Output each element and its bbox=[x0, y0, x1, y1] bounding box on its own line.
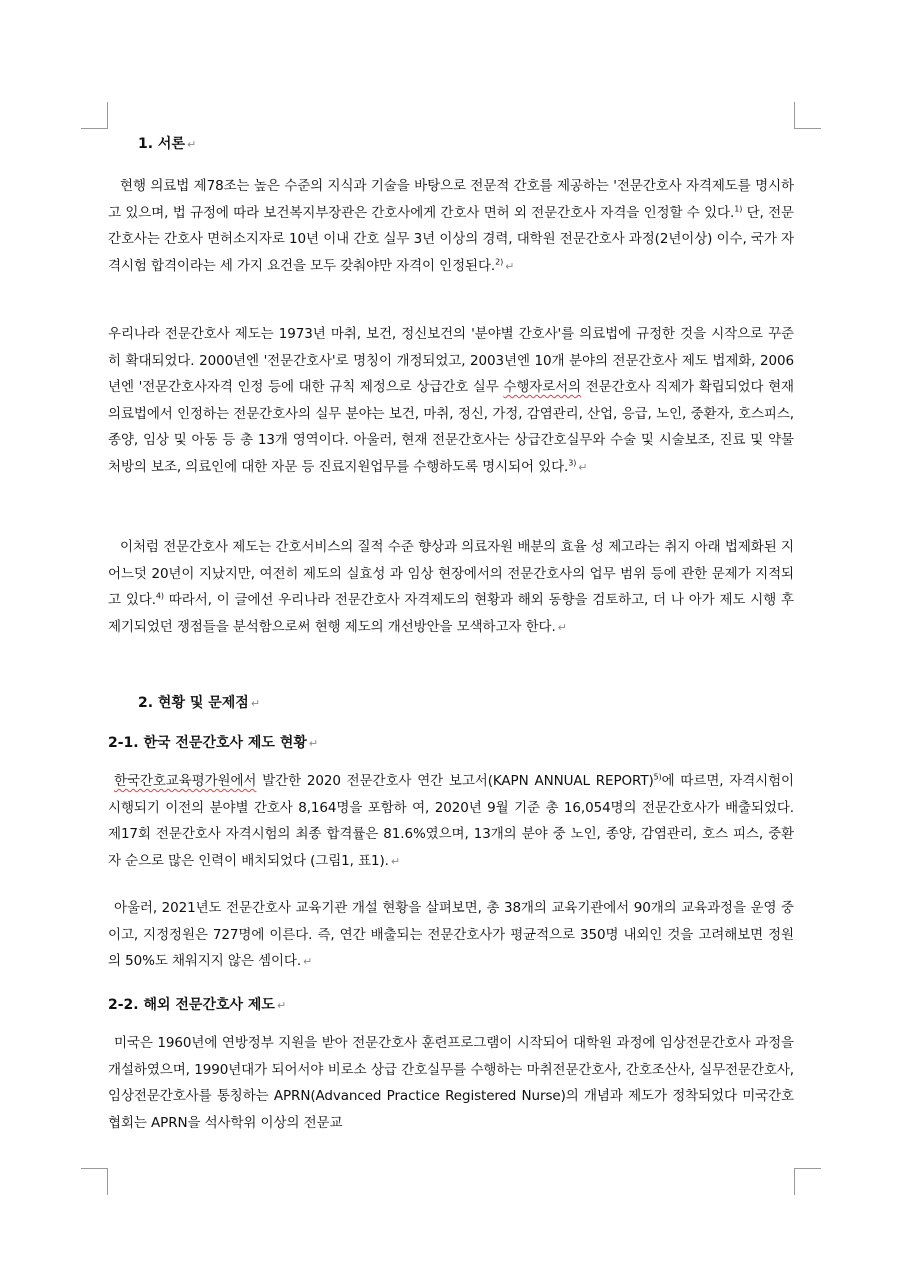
margin-corner-top-left bbox=[81, 102, 108, 129]
intro-paragraph-1: 현행 의료법 제78조는 높은 수준의 지식과 기술을 바탕으로 전문적 간호를 제공하는 '전문간호사 자격제도를 명시하고 있으며, 법 규정에 따라 보건복지부장관은 간호사에게 간호사 면허 외 전문간호사 자격을 인정할 수 있다.$^{1)}$ 단, 전문간호사는 간호사 면허소지자로 10년 이내 간호 실무 3년 이상의 경력, 대학원 전문간호사 과정(2년이상) 이수, 국가 자격시험 합격이라는 세 가지 요건을 모두 갖춰야만 자격이 인정된다.$^{2)}$ ↵ bbox=[108, 178, 794, 274]
subsection-2-1-heading: 2-1. 한국 전문간호사 제도 현황 ↵ bbox=[108, 735, 319, 751]
section-2-heading: 2. 현황 및 문제점 ↵ bbox=[138, 695, 261, 711]
status-paragraph-2: 아울러, 2021년도 전문간호사 교육기관 개설 현황을 살펴보면, 총 38개의 교육기관에서 90개의 교육과정을 운영 중이고, 지정정원은 727명에 이른다. 즉, 연간 배출되는 전문간호사가 평균적으로 350명 내외인 것을 고려해보면 정원의 50%도 채워지지 않은 셈이다. ↵ bbox=[108, 900, 794, 969]
intro-paragraph-2: 우리나라 전문간호사 제도는 1973년 마취, 보건, 정신보건의 '분야별 간호사'를 의료법에 규정한 것을 시작으로 꾸준히 확대되었다. 2000년엔 '전문간호사'로 명칭이 개정되었고, 2003년엔 10개 분야의 전문간호사 제도 법제화, 2006년엔 '전문간호사자격 인정 등에 대한 규칙 제정으로 상급간호 실무 수행자로서의 전문간호사 직제가 확립되었다 현재 의료법에서 인정하는 전문간호사의 실무 분야는 보건, 마취, 정신, 가정, 감염관리, 산업, 응급, 노인, 중환자, 호스피스, 종양, 임상 및 아동 등 총 13개 영역이다. 아울러, 현재 전문간호사는 상급간호실무와 수술 및 시술보조, 진료 및 약물처방의 보조, 의료인에 대한 자문 등 진료지원업무를 수행하도록 명시되어 있다.$^{3)}$ ↵ bbox=[108, 326, 794, 475]
margin-corner-top-right bbox=[794, 102, 821, 129]
margin-corner-bottom-left bbox=[81, 1168, 108, 1195]
subsection-2-2-heading: 2-2. 해외 전문간호사 제도 ↵ bbox=[108, 997, 287, 1013]
margin-corner-bottom-right bbox=[794, 1168, 821, 1195]
intro-paragraph-3: 이처럼 전문간호사 제도는 간호서비스의 질적 수준 향상과 의료자원 배분의 효율 성 제고라는 취지 아래 법제화된 지 어느덧 20년이 지났지만, 여전히 제도의 실효성 과 임상 현장에서의 전문간호사의 업무 범위 등에 관한 문제가 지적되고 있다.$^{4)}$ 따라서, 이 글에선 우리나라 전문간호사 자격제도의 현황과 해외 동향을 검토하고, 더 나 아가 제도 시행 후 제기되었던 쟁점들을 분석함으로써 현행 제도의 개선방안을 모색하고자 한다. ↵ bbox=[108, 539, 794, 635]
status-paragraph-1: 한국간호교육평가원에서 발간한 2020 전문간호사 연간 보고서(KAPN ANNUAL REPORT)$^{5)}$에 따르면, 자격시험이 시행되기 이전의 분야별 간호사 8,164명을 포함하 여, 2020년 9월 기준 총 16,054명의 전문간호사가 배출되었다. 제17회 전문간호사 자격시험의 최종 합격률은 81.6%였으며, 13개의 분야 중 노인, 종양, 감염관리, 호스 피스, 중환자 순으로 많은 인력이 배치되었다 (그림1, 표1). ↵ bbox=[108, 772, 794, 869]
section-1-heading: 1. 서론 ↵ bbox=[138, 136, 197, 152]
overseas-paragraph-1: 미국은 1960년에 연방정부 지원을 받아 전문간호사 훈련프로그램이 시작되어 대학원 과정에 임상전문간호사 과정을 개설하였으며, 1990년대가 되어서야 비로소 상급 간호실무를 수행하는 마취전문간호사, 간호조산사, 실무전문간호사, 임상전문간호사를 통칭하는 APRN(Advanced Practice Registered Nurse)의 개념과 제도가 정착되었다 미국간호협회는 APRN을 석사학위 이상의 전문교 bbox=[108, 1035, 794, 1131]
